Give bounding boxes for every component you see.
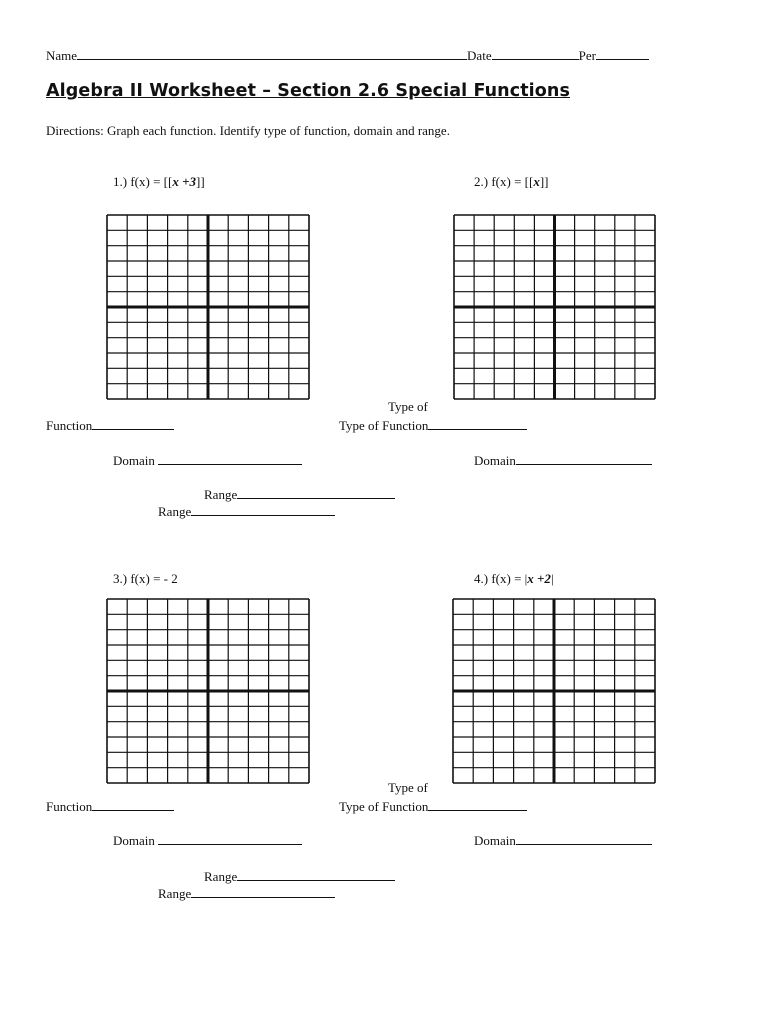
function-answer-3: Function [46, 799, 174, 813]
directions: Directions: Graph each function. Identify type of function, domain and range. [46, 123, 450, 138]
header-line [46, 48, 649, 62]
graph-grid-1[interactable] [106, 214, 310, 400]
graph-grid-3[interactable] [106, 598, 310, 784]
period-field[interactable] [596, 48, 649, 60]
range-answer-2: Range [204, 487, 395, 501]
problem-2-label: 2.) f(x) = [[x]] [474, 174, 549, 189]
range-answer-3: Range [158, 886, 335, 900]
range-answer-4: Range [204, 869, 395, 883]
domain-field-4[interactable] [516, 833, 652, 845]
type-of-function-field-4[interactable] [428, 799, 527, 811]
range-field-4[interactable] [237, 869, 395, 881]
range-field-1[interactable] [191, 504, 335, 516]
domain-field-1[interactable] [158, 453, 302, 465]
date-field[interactable] [492, 48, 579, 60]
type-of-function-answer-2: Type of Function [339, 418, 527, 432]
problem-3-label: 3.) f(x) = - 2 [113, 571, 178, 586]
name-label: Name [46, 48, 78, 63]
graph-grid-2[interactable] [453, 214, 656, 400]
type-of-label-1: Type of [388, 399, 428, 414]
domain-answer-1: Domain [113, 453, 302, 467]
type-of-label-2: Type of [388, 780, 428, 795]
range-field-3[interactable] [191, 886, 335, 898]
date-label: Date [467, 48, 492, 63]
domain-field-3[interactable] [158, 833, 302, 845]
domain-answer-4: Domain [474, 833, 652, 847]
per-label: Per [578, 48, 596, 63]
page-title: Algebra II Worksheet – Section 2.6 Special Functions [46, 81, 570, 101]
problem-4-label: 4.) f(x) = |x +2| [474, 571, 554, 586]
graph-grid-4[interactable] [452, 598, 656, 784]
function-answer-1: Function [46, 418, 174, 432]
type-of-function-field-2[interactable] [428, 418, 527, 430]
type-of-function-answer-4: Type of Function [339, 799, 527, 813]
range-answer-1: Range [158, 504, 335, 518]
function-field-3[interactable] [92, 799, 174, 811]
domain-answer-2: Domain [474, 453, 652, 467]
function-field-1[interactable] [92, 418, 174, 430]
domain-field-2[interactable] [516, 453, 652, 465]
name-field[interactable] [77, 48, 467, 60]
range-field-2[interactable] [237, 487, 395, 499]
domain-answer-3: Domain [113, 833, 302, 847]
problem-1-label: 1.) f(x) = [[x +3]] [113, 174, 205, 189]
